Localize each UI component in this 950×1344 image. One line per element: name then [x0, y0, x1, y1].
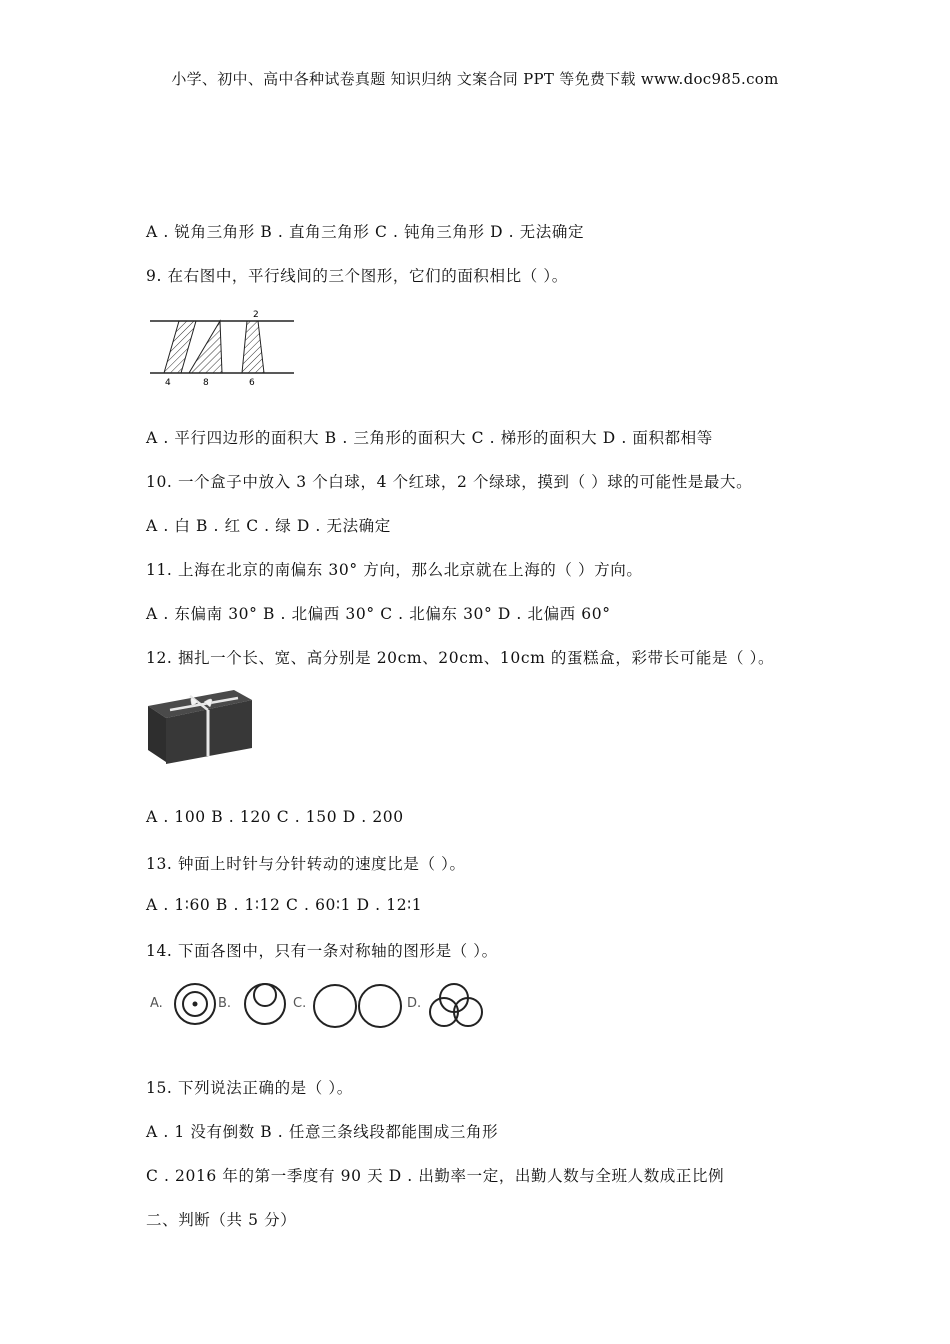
section-2-title: 二、判断（共 5 分）	[146, 1211, 297, 1229]
trapezoid-shape	[242, 321, 264, 373]
option-a-center-dot	[193, 1002, 198, 1007]
option-b-outer-circle	[245, 984, 285, 1024]
q9-parallel-lines-figure	[146, 305, 296, 387]
label-parallelogram-base: 4	[165, 378, 171, 387]
parallelogram-shape	[164, 321, 196, 373]
option-b-label: B.	[218, 996, 232, 1011]
question-14: 14. 下面各图中，只有一条对称轴的图形是（ ）。	[146, 942, 498, 960]
q13-options: A . 1∶60 B . 1∶12 C . 60∶1 D . 12∶1	[146, 896, 423, 914]
question-12: 12. 捆扎一个长、宽、高分别是 20cm、20cm、10cm 的蛋糕盒，彩带长可能是（ ）。	[146, 649, 775, 667]
label-trapezoid-base: 6	[249, 378, 255, 387]
q8-options: A . 锐角三角形 B . 直角三角形 C . 钝角三角形 D . 无法确定	[146, 223, 585, 241]
question-10: 10. 一个盒子中放入 3 个白球，4 个红球，2 个绿球，摸到（ ）球的可能性是最大。	[146, 473, 753, 491]
label-top: 2	[253, 310, 259, 320]
option-c-label: C.	[293, 996, 307, 1011]
option-c-left-circle	[314, 985, 356, 1027]
q14-circles-figure	[146, 980, 491, 1032]
q9-options: A . 平行四边形的面积大 B . 三角形的面积大 C . 梯形的面积大 D . 面积都相等	[146, 429, 713, 447]
option-c-right-circle	[359, 985, 401, 1027]
q12-cake-box-image	[146, 688, 254, 768]
question-13: 13. 钟面上时针与分针转动的速度比是（ ）。	[146, 855, 466, 873]
q10-options: A . 白 B . 红 C . 绿 D . 无法确定	[146, 517, 391, 535]
q15-options-row1: A . 1 没有倒数 B . 任意三条线段都能围成三角形	[146, 1123, 499, 1141]
q15-options-row2: C . 2016 年的第一季度有 90 天 D . 出勤率一定，出勤人数与全班人数成正比例	[146, 1167, 725, 1185]
option-d-label: D.	[407, 996, 422, 1011]
page-header: 小学、初中、高中各种试卷真题 知识归纳 文案合同 PPT 等免费下载 www.doc985.com	[171, 70, 779, 88]
q11-options: A . 东偏南 30° B . 北偏西 30° C . 北偏东 30° D . 北偏西 60°	[146, 605, 611, 623]
option-b-inner-circle	[254, 984, 276, 1006]
q12-options: A . 100 B . 120 C . 150 D . 200	[146, 808, 404, 826]
question-15: 15. 下列说法正确的是（ ）。	[146, 1079, 353, 1097]
question-9: 9. 在右图中，平行线间的三个图形，它们的面积相比（ ）。	[146, 267, 568, 285]
option-a-label: A.	[150, 996, 163, 1011]
label-triangle-base: 8	[203, 378, 209, 387]
question-11: 11. 上海在北京的南偏东 30° 方向，那么北京就在上海的（ ）方向。	[146, 561, 643, 579]
